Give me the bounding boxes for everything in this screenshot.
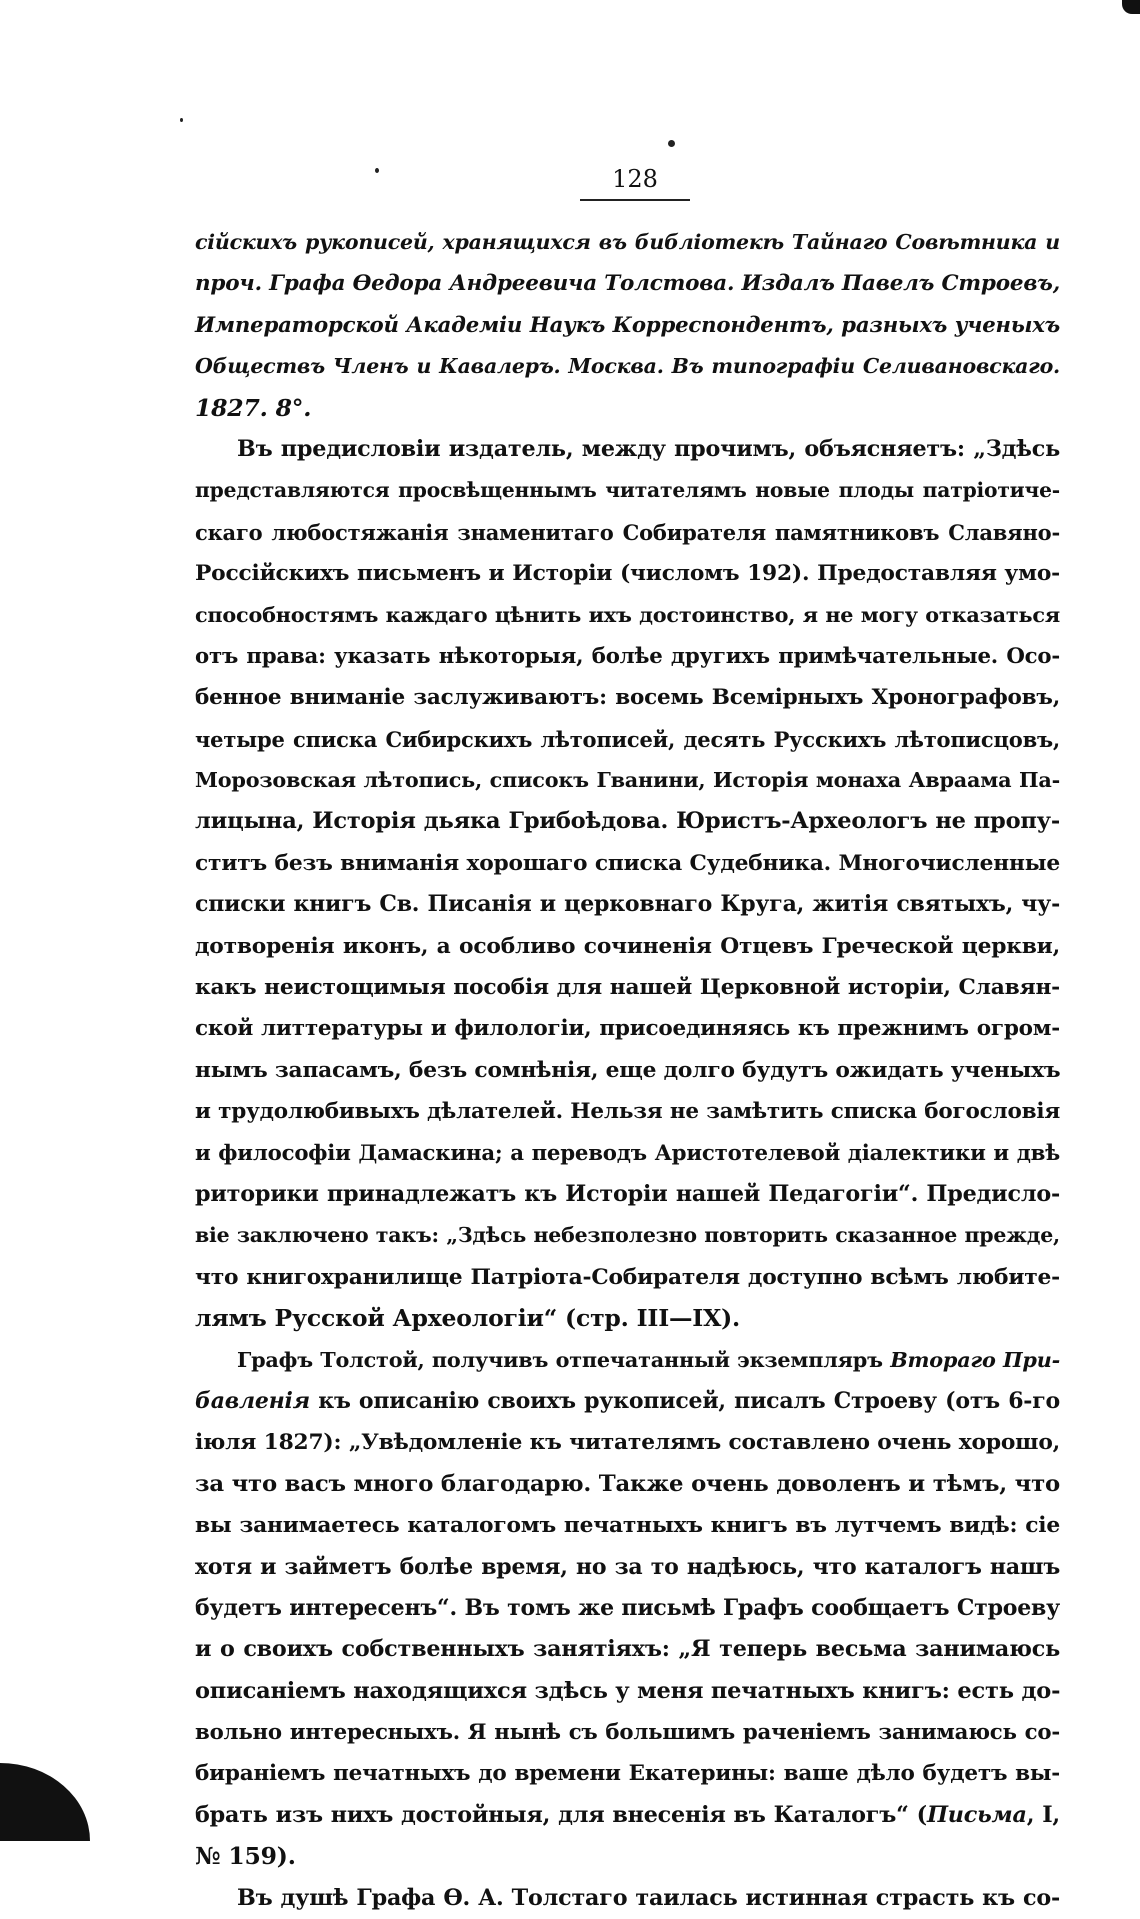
text-run: Графъ Толстой, получивъ отпечатанный экземпляръ xyxy=(237,1347,891,1372)
text-run: къ описанію своихъ рукописей, писалъ Строеву (отъ 6-го xyxy=(310,1387,1060,1414)
paragraph-line: будетъ интересенъ“. Въ томъ же письмѣ Графъ сообщаетъ Строеву xyxy=(195,1594,1060,1621)
title-line: проч. Графа Ѳедора Андреевича Толстова. Издалъ Павелъ Строевъ, xyxy=(195,271,1060,297)
paragraph-line: Россійскихъ письменъ и Исторіи (числомъ 192). Предоставляя умо- xyxy=(195,561,1060,587)
paragraph-line: описаніемъ находящихся здѣсь у меня печатныхъ книгъ: есть до- xyxy=(195,1677,1061,1704)
scan-speck xyxy=(375,168,379,173)
paragraph-line: способностямъ каждаго цѣнить ихъ достоинство, я не могу отказаться xyxy=(195,602,1060,627)
paragraph-line: Въ душѣ Графа Ѳ. А. Толстаго таилась истинная страсть къ со- xyxy=(237,1884,1060,1911)
paragraph-line: Морозовская лѣтопись, списокъ Гванини, Исторія монаха Авраама Па- xyxy=(195,768,1060,793)
paragraph-line: списки книгъ Св. Писанія и церковнаго Круга, житія святыхъ, чу- xyxy=(195,891,1060,918)
paragraph-line: віе заключено такъ: „Здѣсь небезполезно повторить сказанное прежде, xyxy=(195,1223,1060,1248)
italic-run: бавленія xyxy=(195,1387,310,1414)
paragraph-line: лямъ Русской Археологіи“ (стр. III—IX). xyxy=(195,1304,741,1333)
paragraph-line: дотворенія иконъ, а особливо сочиненія Отцевъ Греческой церкви, xyxy=(195,933,1060,959)
paragraph-line xyxy=(195,1381,1060,1422)
page-number: 128 xyxy=(580,165,690,201)
paragraph-line: ской литтературы и филологіи, присоединяясь къ прежнимъ огром- xyxy=(195,1016,1060,1042)
scan-edge-artifact xyxy=(1122,0,1140,14)
paragraph-line: лицына, Исторія дьяка Грибоѣдова. Юристъ-Археологъ не пропу- xyxy=(195,808,1060,835)
paragraph-line: Въ предисловіи издатель, между прочимъ, объясняетъ: „Здѣсь xyxy=(237,435,1060,462)
italic-run: Письма xyxy=(926,1801,1027,1828)
paragraph-line: вольно интересныхъ. Я нынѣ съ большимъ раченіемъ занимаюсь со- xyxy=(195,1720,1060,1746)
scan-speck xyxy=(668,140,675,147)
title-line: сійскихъ рукописей, хранящихся въ библіотекѣ Тайнаго Совѣтника и xyxy=(195,230,1060,254)
paragraph-line: представляются просвѣщеннымъ читателямъ новые плоды патріотиче- xyxy=(195,478,1060,503)
paragraph-line: что книгохранилище Патріота-Собирателя доступно всѣмъ любите- xyxy=(195,1264,1060,1290)
italic-run: Втораго При- xyxy=(890,1347,1060,1372)
paragraph-line: скаго любостяжанія знаменитаго Собирателя памятниковъ Славяно- xyxy=(195,519,1060,545)
title-line: Императорской Академіи Наукъ Корреспондентъ, разныхъ ученыхъ xyxy=(195,312,1060,338)
paragraph-line: четыре списка Сибирскихъ лѣтописей, десять Русскихъ лѣтописцовъ, xyxy=(195,726,1060,752)
paragraph-line: бенное вниманіе заслуживаютъ: восемь Всемірныхъ Хронографовъ, xyxy=(195,685,1060,711)
scan-speck xyxy=(180,118,183,122)
text-run: , I, xyxy=(1026,1801,1060,1828)
paragraph-line xyxy=(195,1340,1060,1381)
paragraph-line: риторики принадлежатъ къ Исторіи нашей Педагогіи“. Предисло- xyxy=(195,1180,1060,1207)
paragraph-line: № 159). xyxy=(195,1842,296,1871)
scan-corner-shadow xyxy=(0,1763,90,1841)
paragraph-line xyxy=(195,1795,1060,1836)
paragraph-line: за что васъ много благодарю. Также очень доволенъ и тѣмъ, что xyxy=(195,1470,1060,1497)
paragraph-line: и о своихъ собственныхъ занятіяхъ: „Я теперь весьма занимаюсь xyxy=(195,1636,1060,1663)
paragraph-line: отъ права: указать нѣкоторыя, болѣе другихъ примѣчательные. Осо- xyxy=(195,643,1060,669)
title-line: Обществъ Членъ и Кавалеръ. Москва. Въ типографіи Селивановскаго. xyxy=(195,354,1060,379)
title-line: 1827. 8°. xyxy=(195,393,312,422)
paragraph-line: ститъ безъ вниманія хорошаго списка Судебника. Многочисленные xyxy=(195,850,1060,876)
body-text xyxy=(195,222,1060,1919)
paragraph-line: нымъ запасамъ, безъ сомнѣнія, еще долго будутъ ожидать ученыхъ xyxy=(195,1057,1061,1083)
paragraph-line: и трудолюбивыхъ дѣлателей. Нельзя не замѣтить списка богословія xyxy=(195,1099,1060,1125)
paragraph-line: какъ неистощимыя пособія для нашей Церковной исторіи, Славян- xyxy=(195,975,1060,1001)
text-run: брать изъ нихъ достойныя, для внесенія въ Каталогъ“ ( xyxy=(195,1801,927,1828)
paragraph-line: хотя и займетъ болѣе время, но за то надѣюсь, что каталогъ нашъ xyxy=(195,1553,1060,1580)
paragraph-line: бираніемъ печатныхъ до времени Екатерины: ваше дѣло будетъ вы- xyxy=(195,1761,1060,1787)
paragraph-line: вы занимаетесь каталогомъ печатныхъ книгъ въ лутчемъ видѣ: сіе xyxy=(195,1513,1060,1539)
paragraph-line: іюля 1827): „Увѣдомленіе къ читателямъ составлено очень хорошо, xyxy=(195,1430,1060,1456)
paragraph-line: и философіи Дамаскина; а переводъ Аристотелевой діалектики и двѣ xyxy=(195,1140,1060,1166)
